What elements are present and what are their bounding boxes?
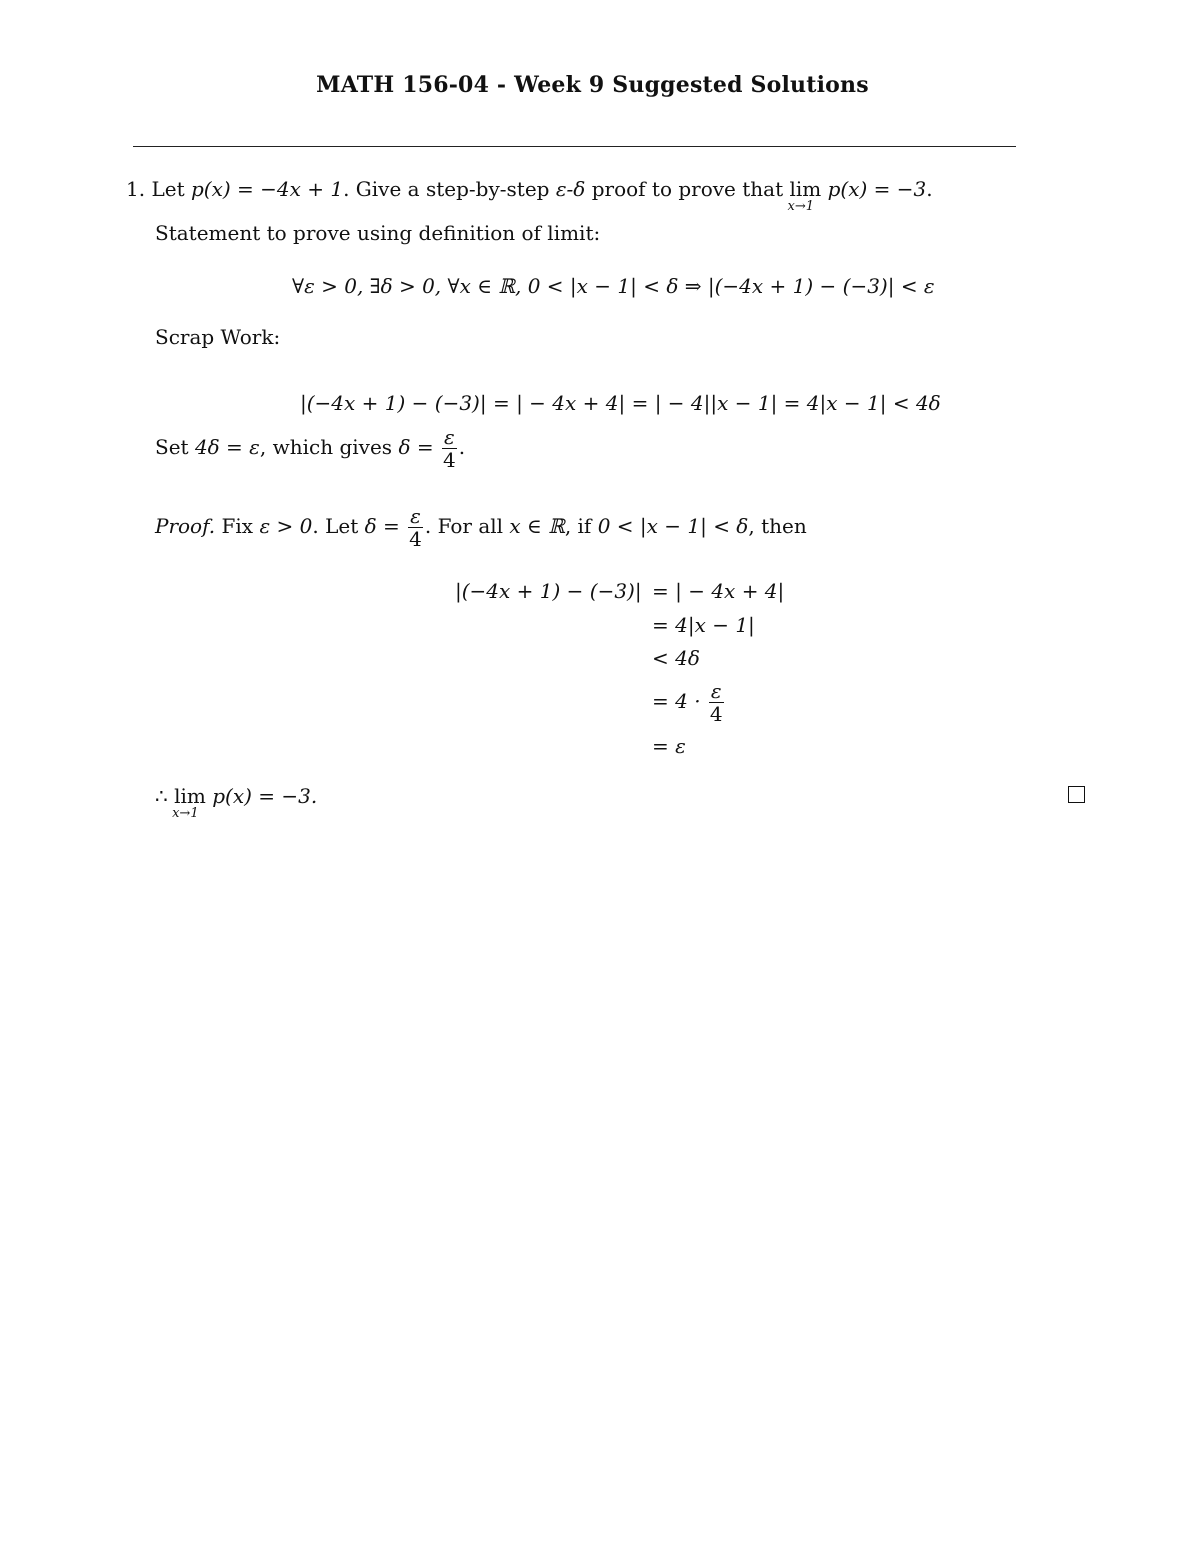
proof-condition: 0 < |x − 1| < δ: [597, 514, 749, 538]
limit-word: lim: [789, 177, 822, 201]
conclusion-limit-operator: [172, 784, 206, 821]
proof-for-all: . For all: [424, 514, 510, 538]
function-definition: p(x) = −4x + 1: [190, 177, 344, 201]
set-equation: 4δ = ε: [194, 435, 260, 459]
align-row-3: < 4δ: [652, 646, 700, 670]
scrap-work-heading: Scrap Work:: [155, 325, 281, 349]
proof-let: . Let: [312, 514, 365, 538]
problem-statement: [126, 177, 933, 214]
page-title: MATH 156-04 - Week 9 Suggested Solutions: [316, 72, 869, 98]
qed-box-icon: [1068, 786, 1085, 803]
problem-text-b: . Give a step-by-step: [343, 177, 556, 201]
proof-if: , if: [564, 514, 598, 538]
proof-conclusion: [155, 784, 318, 821]
epsilon-delta-label: ε-δ: [555, 177, 586, 201]
limit-operator: [787, 177, 822, 214]
title-divider: [133, 146, 1016, 147]
fraction-denominator: 4: [409, 527, 422, 551]
conclusion-expression: p(x) = −3.: [205, 784, 318, 808]
align-row-1: = | − 4x + 4|: [652, 579, 785, 603]
fraction-denominator: 4: [442, 448, 456, 472]
problem-number: 1.: [126, 177, 146, 201]
align-row-4-fraction: [709, 680, 724, 725]
align-row-4-prefix: = 4 ·: [652, 689, 707, 713]
limit-word: lim: [174, 784, 206, 808]
limit-expression: p(x) = −3: [821, 177, 927, 201]
fraction-numerator: ε: [443, 425, 455, 449]
limit-subscript: x→1: [172, 806, 199, 821]
limit-subscript: x→1: [787, 199, 814, 214]
limit-definition-formula: ∀ε > 0, ∃δ > 0, ∀x ∈ ℝ, 0 < |x − 1| < δ ⇒ |(−4x + 1) − (−3)| < ε: [292, 274, 935, 298]
proof-then: , then: [748, 514, 807, 538]
problem-text-end: .: [926, 177, 933, 201]
proof-epsilon-over-4-fraction: [408, 505, 423, 550]
statement-intro: Statement to prove using definition of limit:: [155, 221, 601, 245]
proof-label: Proof.: [155, 514, 216, 538]
align-row-5: = ε: [652, 734, 686, 758]
align-row-2: = 4|x − 1|: [652, 613, 755, 637]
delta-equation: δ =: [398, 435, 440, 459]
fraction-numerator: ε: [410, 504, 421, 528]
proof-delta-equation: δ =: [364, 514, 407, 538]
problem-text-c: proof to prove that: [585, 177, 790, 201]
proof-fix: Fix: [215, 514, 260, 538]
scrap-work-chain: |(−4x + 1) − (−3)| = | − 4x + 4| = | − 4||x − 1| = 4|x − 1| < 4δ: [300, 391, 941, 415]
set-text-end: .: [458, 435, 466, 459]
fraction-denominator: 4: [709, 702, 723, 726]
proof-x-in-r: x ∈ ℝ: [509, 514, 565, 538]
proof-fix-expression: ε > 0: [259, 514, 313, 538]
align-row-4: [652, 680, 726, 725]
proof-opening: [155, 505, 807, 550]
set-text-b: , which gives: [259, 435, 399, 459]
scrap-work-conclusion: [155, 426, 465, 471]
align-lhs: |(−4x + 1) − (−3)|: [455, 579, 642, 603]
therefore-symbol: ∴: [155, 784, 175, 808]
epsilon-over-4-fraction: [442, 426, 457, 471]
fraction-numerator: ε: [710, 679, 722, 703]
problem-text-a: Let: [151, 177, 191, 201]
set-text-a: Set: [155, 435, 195, 459]
